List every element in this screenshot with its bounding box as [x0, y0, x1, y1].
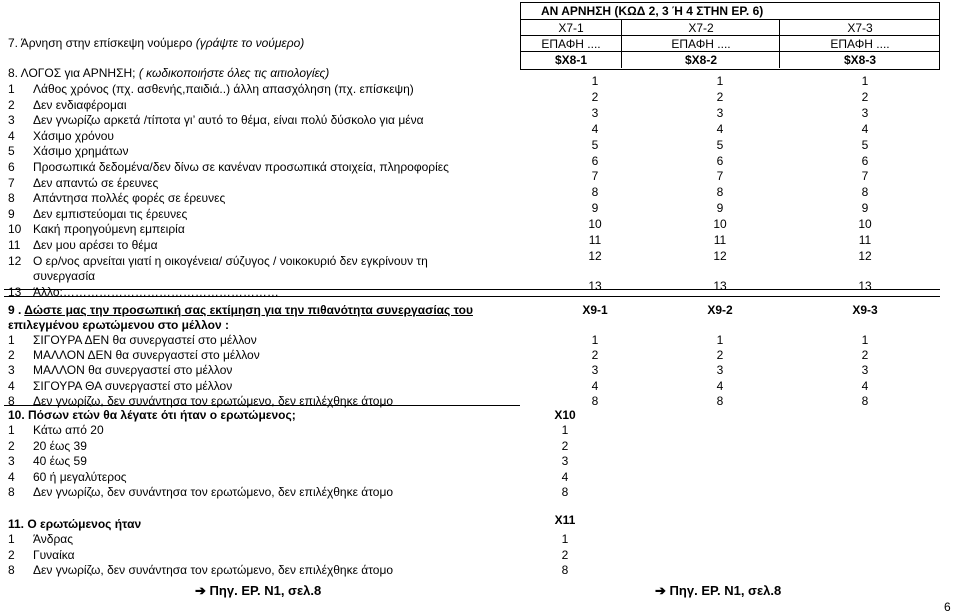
code-cell: 9	[861, 201, 869, 216]
option-code: 3	[8, 363, 15, 378]
code-cell: 3	[716, 105, 724, 120]
code-cell: 4	[861, 378, 869, 393]
header-title: ΑΝ ΑΡΝΗΣΗ (ΚΩΔ 2, 3 Ή 4 ΣΤΗΝ ΕΡ. 6)	[541, 4, 764, 18]
q10-label: 10. Πόσων ετών θα λέγατε ότι ήταν ο ερωτώμενος;	[8, 408, 296, 422]
footer-right-text: Πηγ. ΕΡ. Ν1, σελ.8	[669, 583, 782, 598]
code-cell: 2	[716, 89, 724, 104]
q9-line2: επιλεγμένου ερωτώμενου στο μέλλον :	[8, 318, 229, 332]
xcode-3: $X8-3	[779, 52, 940, 68]
list-item	[8, 532, 73, 546]
list-item	[8, 207, 187, 221]
option-text: Γυναίκα	[33, 547, 75, 562]
option-code: 2	[8, 348, 15, 363]
page-number: 6	[944, 600, 951, 614]
list-item	[8, 129, 114, 143]
list-item	[8, 222, 185, 236]
code-cell: 6	[716, 153, 724, 168]
code-cell: 2	[861, 89, 869, 104]
list-item	[8, 113, 424, 127]
header-col-2: X7-2	[621, 20, 780, 36]
option-code: 4	[8, 128, 15, 143]
code-cell: 2	[561, 438, 569, 453]
code-cell: 4	[591, 121, 599, 136]
header-title-row	[521, 3, 939, 19]
list-item	[8, 191, 225, 205]
q10-top-rule	[4, 405, 520, 406]
q9-top-rule	[4, 296, 940, 297]
header-col-3: X7-3	[779, 20, 940, 36]
list-item	[8, 82, 414, 96]
option-code: 1	[8, 82, 15, 96]
q8-bottom-rule	[4, 289, 940, 290]
option-code: 7	[8, 175, 15, 190]
option-code: 8	[8, 191, 15, 206]
code-cell: 1	[561, 423, 569, 437]
option-text: συνεργασία	[33, 269, 96, 284]
option-text: Χάσιμο χρόνου	[33, 128, 114, 143]
code-cell: 3	[716, 363, 724, 378]
epafi-1: ΕΠΑΦΗ ....	[541, 37, 601, 51]
code-cell: 8	[861, 185, 869, 200]
code-cell: 8	[561, 485, 569, 500]
option-text: ΣΙΓΟΥΡΑ ΔΕΝ θα συνεργαστεί στο μέλλον	[33, 333, 257, 347]
header-xcode-row	[521, 51, 939, 68]
option-text: Ο ερ/νος αρνείται γιατί η οικογένεια/ σύζυγος / νοικοκυριό δεν εγκρίνουν τη	[33, 253, 428, 268]
code-cell: 3	[861, 363, 869, 378]
option-text: Απάντησα πολλές φορές σε έρευνες	[33, 191, 226, 206]
code-cell: 3	[861, 105, 869, 120]
code-cell: 6	[861, 153, 869, 168]
list-item	[8, 548, 75, 562]
code-cell: 2	[716, 348, 724, 363]
q7-question	[8, 36, 304, 50]
code-cell: 1	[591, 333, 599, 347]
q9-col-1: X9-1	[582, 303, 608, 317]
q9-col-3: X9-3	[852, 303, 878, 317]
option-text: Δεν ενδιαφέρομαι	[33, 97, 127, 112]
option-text: Χάσιμο χρημάτων	[33, 144, 129, 159]
option-text: Προσωπικά δεδομένα/δεν δίνω σε κανέναν προσωπικά στοιχεία, πληροφορίες	[33, 160, 449, 174]
code-cell: 5	[861, 137, 869, 152]
option-text: Δεν γνωρίζω, δεν συνάντησα τον ερωτώμενο, δεν επιλέχθηκε άτομο	[33, 563, 394, 578]
q11-label: 11. Ο ερωτώμενος ήταν	[8, 517, 142, 531]
code-cell: 6	[591, 153, 599, 168]
option-text: Δεν γνωρίζω, δεν συνάντησα τον ερωτώμενο, δεν επιλέχθηκε άτομο	[33, 485, 394, 500]
footer-right	[655, 584, 781, 598]
option-code: 2	[8, 97, 15, 112]
option-text: ΜΑΛΛΟΝ ΔΕΝ θα συνεργαστεί στο μέλλον	[33, 348, 260, 363]
option-code: 2	[8, 438, 15, 453]
list-item	[8, 348, 260, 362]
list-item	[8, 363, 232, 377]
footer-left	[195, 584, 321, 598]
list-item	[8, 333, 257, 347]
code-cell: 10	[588, 217, 602, 232]
code-cell: 1	[716, 333, 724, 347]
header-cols-row	[521, 19, 939, 36]
code-cell: 2	[561, 547, 569, 562]
option-text: Άλλο:………………………………………………	[33, 284, 279, 299]
option-text: Λάθος χρόνος (πχ. ασθενής,παιδιά..) άλλη απασχόληση (πχ. επίσκεψη)	[33, 82, 414, 96]
list-item	[8, 439, 87, 453]
list-item	[8, 470, 127, 484]
code-cell: 4	[716, 378, 724, 393]
q8-question	[8, 66, 329, 80]
option-code: 2	[8, 547, 15, 562]
q7-hint: (γράψτε το νούμερο)	[195, 36, 305, 50]
xcode-2: $X8-2	[621, 52, 780, 68]
code-cell: 9	[716, 201, 724, 216]
q9-text1: Δώστε μας την προσωπική σας εκτίμηση για την πιθανότητα συνεργασίας του	[24, 303, 473, 317]
q10-col: X10	[554, 408, 576, 422]
option-code: 6	[8, 160, 15, 174]
code-cell: 12	[713, 248, 727, 263]
list-item	[8, 379, 232, 393]
option-text: Δεν απαντώ σε έρευνες	[33, 175, 159, 190]
option-text: Κάτω από 20	[33, 423, 104, 437]
arrow-icon: ➔	[655, 583, 666, 598]
xcode-1: $X8-1	[554, 53, 588, 67]
q9-num: 9 .	[8, 303, 25, 317]
code-cell: 4	[716, 121, 724, 136]
q8-hint: ( κωδικοποιήστε όλες τις αιτιολογίες)	[138, 66, 330, 80]
code-cell: 4	[591, 378, 599, 393]
list-item	[8, 254, 428, 268]
code-cell: 7	[591, 169, 599, 184]
code-cell: 5	[591, 137, 599, 152]
option-text: Δεν γνωρίζω, δεν συνάντησα τον ερωτώμενο, δεν επιλέχθηκε άτομο	[33, 393, 394, 408]
option-text: ΜΑΛΛΟΝ θα συνεργαστεί στο μέλλον	[33, 363, 233, 378]
code-cell: 1	[561, 532, 569, 546]
code-cell: 8	[591, 185, 599, 200]
code-cell: 10	[713, 217, 727, 232]
option-code: 11	[8, 238, 21, 252]
list-item	[8, 98, 126, 112]
option-text: Άνδρας	[33, 532, 74, 546]
option-code: 10	[8, 222, 22, 237]
list-item	[8, 454, 87, 468]
code-cell: 2	[591, 89, 599, 104]
q8-label: 8. ΛΟΓΟΣ για ΑΡΝΗΣΗ;	[8, 66, 139, 80]
option-text: Κακή προηγούμενη εμπειρία	[33, 222, 185, 237]
option-text: ΣΙΓΟΥΡΑ ΘΑ συνεργαστεί στο μέλλον	[33, 378, 233, 393]
code-cell: 8	[716, 185, 724, 200]
q9-col-2: X9-2	[707, 303, 733, 317]
option-text: 20 έως 39	[33, 438, 87, 453]
code-cell: 3	[591, 105, 599, 120]
code-cell: 8	[716, 393, 724, 408]
option-code: 5	[8, 144, 15, 159]
code-cell: 2	[591, 348, 599, 363]
list-item	[8, 144, 129, 158]
code-cell: 4	[861, 121, 869, 136]
code-cell: 11	[713, 233, 727, 247]
code-cell: 13	[713, 278, 727, 293]
option-code: 13	[8, 284, 22, 299]
list-item	[8, 269, 95, 283]
code-cell: 8	[861, 393, 869, 408]
option-code: 3	[8, 113, 15, 128]
code-cell: 11	[588, 233, 602, 247]
code-cell: 9	[591, 201, 599, 216]
code-cell: 3	[591, 363, 599, 378]
code-cell: 13	[588, 278, 602, 293]
list-item	[8, 563, 393, 577]
code-cell: 5	[716, 137, 724, 152]
q11-col: X11	[554, 513, 576, 527]
code-cell: 12	[858, 248, 872, 263]
q9-line1	[8, 303, 473, 317]
code-cell: 7	[716, 169, 724, 184]
code-cell: 12	[588, 248, 602, 263]
list-item	[8, 423, 104, 437]
option-text: 60 ή μεγαλύτερος	[33, 469, 127, 484]
code-cell: 1	[716, 74, 724, 88]
code-cell: 8	[561, 563, 569, 578]
option-code: 8	[8, 393, 15, 408]
list-item	[8, 485, 393, 499]
header-epafi-row	[521, 35, 939, 52]
option-text: Δεν εμπιστεύομαι τις έρευνες	[33, 206, 188, 221]
code-cell: 3	[561, 454, 569, 469]
footer-left-text: Πηγ. ΕΡ. Ν1, σελ.8	[209, 583, 322, 598]
epafi-2: ΕΠΑΦΗ ....	[621, 36, 780, 52]
code-cell: 13	[858, 278, 872, 293]
q7-label: 7. Άρνηση στην επίσκεψη νούμερο	[8, 36, 196, 50]
header-box	[520, 2, 940, 70]
option-code: 12	[8, 253, 22, 268]
list-item	[8, 176, 158, 190]
option-code: 8	[8, 485, 15, 500]
option-code: 9	[8, 206, 15, 221]
list-item	[8, 238, 158, 252]
option-code: 3	[8, 454, 15, 469]
code-cell: 11	[858, 233, 872, 247]
code-cell: 1	[591, 74, 599, 88]
code-cell: 1	[861, 74, 869, 88]
code-cell: 7	[861, 169, 869, 184]
code-cell: 1	[861, 333, 869, 347]
arrow-icon: ➔	[195, 583, 206, 598]
option-code: 4	[8, 469, 15, 484]
list-item	[8, 160, 449, 174]
code-cell: 8	[591, 393, 599, 408]
code-cell: 2	[861, 348, 869, 363]
option-code: 4	[8, 378, 15, 393]
option-text: Δεν μου αρέσει το θέμα	[33, 238, 158, 252]
code-cell: 10	[858, 217, 872, 232]
option-text: 40 έως 59	[33, 454, 87, 469]
epafi-3: ΕΠΑΦΗ ....	[779, 36, 940, 52]
code-cell: 4	[561, 469, 569, 484]
option-code: 1	[8, 333, 15, 347]
header-col-1: X7-1	[558, 21, 584, 35]
option-text: Δεν γνωρίζω αρκετά /τίποτα γι’ αυτό το θέμα, είναι πολύ δύσκολο για μένα	[33, 113, 424, 128]
option-code: 1	[8, 423, 15, 437]
option-code: 8	[8, 563, 15, 578]
option-code: 1	[8, 532, 15, 546]
